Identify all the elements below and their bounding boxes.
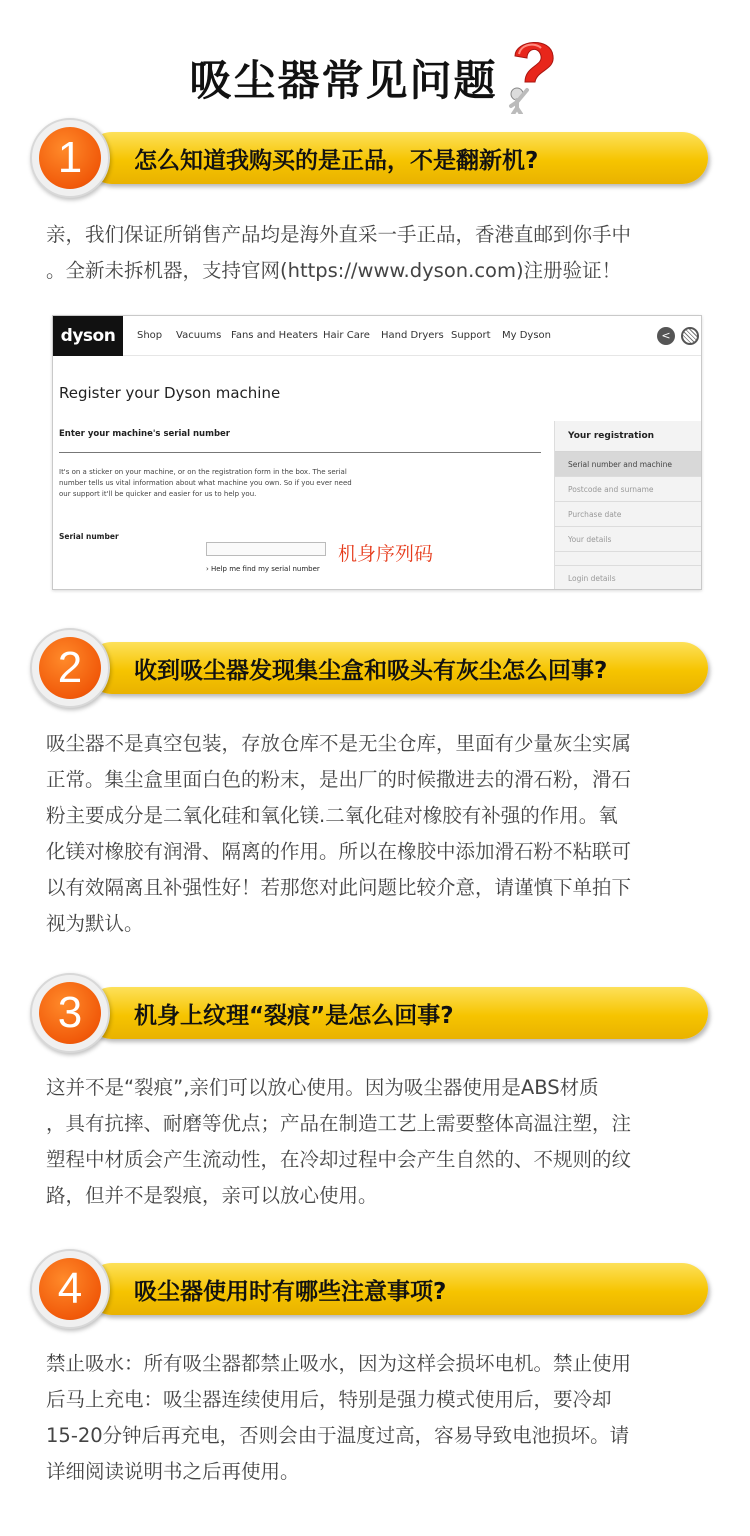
paragraph-line: our support it'll be quicker and easier for us to help you.	[59, 490, 257, 498]
share-icon: <	[657, 327, 675, 345]
faq-number-badge	[30, 973, 110, 1053]
answer-line: 亲，我们保证所销售产品均是海外直采一手正品，香港直邮到你手中	[46, 223, 632, 246]
answer-line: 视为默认。	[46, 912, 144, 935]
sidebar-title: Your registration	[555, 421, 702, 452]
sidebar-item: Purchase date	[555, 502, 702, 527]
faq-question: 收到吸尘器发现集尘盒和吸头有灰尘怎么回事?	[134, 658, 608, 684]
paragraph-line: number tells us vital information about what machine you own. So if you ever need	[59, 479, 352, 487]
question-mark-figure-icon	[505, 34, 561, 114]
faq-number: 2	[39, 637, 101, 699]
registration-sidebar	[554, 421, 701, 590]
nav-item: My Dyson	[502, 330, 552, 341]
answer-line: 这并不是“裂痕”,亲们可以放心使用。因为吸尘器使用是ABS材质	[46, 1076, 599, 1099]
answer-line: 详细阅读说明书之后再使用。	[46, 1460, 300, 1483]
paragraph-line: It's on a sticker on your machine, or on the registration form in the box. The serial	[59, 468, 347, 476]
faq-number-badge	[30, 1249, 110, 1329]
serial-annotation: 机身序列码	[338, 543, 434, 565]
faq-header-2	[30, 628, 710, 708]
faq-number-badge	[30, 628, 110, 708]
sidebar-item: Serial number and machine	[555, 452, 702, 477]
page-title: 吸尘器常见问题	[189, 56, 498, 105]
nav-item: Hand Dryers	[381, 330, 444, 341]
faq-answer-2	[46, 726, 710, 942]
nav-item: Support	[451, 330, 491, 341]
help-serial-link: › Help me find my serial number	[206, 565, 320, 573]
nav-item: Vacuums	[176, 330, 222, 341]
answer-line: ，具有抗摔、耐磨等优点；产品在制造工艺上需要整体高温注塑，注	[46, 1112, 632, 1135]
faq-number: 3	[39, 982, 101, 1044]
sidebar-item	[555, 552, 702, 566]
answer-line: 塑程中材质会产生流动性，在冷却过程中会产生自然的、不规则的纹	[46, 1148, 632, 1171]
faq-question: 怎么知道我购买的是正品，不是翻新机?	[134, 148, 539, 174]
answer-line: 。全新未拆机器，支持官网(https://www.dyson.com)注册验证！	[46, 259, 622, 282]
screenshot-paragraph	[59, 467, 369, 500]
faq-answer-1	[46, 217, 710, 289]
faq-header-4	[30, 1249, 710, 1329]
answer-line: 以有效隔离且补强性好！若那您对此问题比较介意，请谨慎下单拍下	[46, 876, 632, 899]
globe-icon	[681, 327, 699, 345]
faq-answer-3	[46, 1070, 710, 1214]
faq-question: 机身上纹理“裂痕”是怎么回事?	[134, 1003, 454, 1029]
serial-number-label: Serial number	[59, 532, 119, 541]
screenshot-heading: Register your Dyson machine	[59, 384, 281, 402]
dyson-logo: dyson	[53, 316, 123, 356]
sidebar-item: Login details	[555, 566, 702, 590]
divider	[59, 452, 541, 453]
faq-number: 4	[39, 1258, 101, 1320]
faq-answer-4	[46, 1346, 710, 1490]
answer-line: 化镁对橡胶有润滑、隔离的作用。所以在橡胶中添加滑石粉不粘联可	[46, 840, 632, 863]
nav-item: Hair Care	[323, 330, 370, 341]
faq-number-badge	[30, 118, 110, 198]
faq-header-3	[30, 973, 710, 1053]
sidebar-item: Your details	[555, 527, 702, 552]
dyson-registration-screenshot	[52, 315, 702, 590]
page-header	[0, 38, 750, 118]
answer-line: 15-20分钟后再充电，否则会由于温度过高，容易导致电池损坏。请	[46, 1424, 630, 1447]
faq-header-1	[30, 118, 710, 198]
answer-line: 正常。集尘盒里面白色的粉末，是出厂的时候撒进去的滑石粉，滑石	[46, 768, 632, 791]
screenshot-navbar	[53, 316, 701, 356]
sidebar-item: Postcode and surname	[555, 477, 702, 502]
answer-line: 禁止吸水：所有吸尘器都禁止吸水，因为这样会损坏电机。禁止使用	[46, 1352, 632, 1375]
answer-line: 后马上充电：吸尘器连续使用后，特别是强力模式使用后，要冷却	[46, 1388, 612, 1411]
screenshot-subheading: Enter your machine's serial number	[59, 429, 230, 439]
nav-item: Shop	[137, 330, 163, 341]
serial-number-input	[206, 542, 326, 556]
faq-number: 1	[39, 127, 101, 189]
faq-question: 吸尘器使用时有哪些注意事项?	[134, 1279, 447, 1305]
answer-line: 吸尘器不是真空包装，存放仓库不是无尘仓库，里面有少量灰尘实属	[46, 732, 632, 755]
answer-line: 粉主要成分是二氧化硅和氧化镁.二氧化硅对橡胶有补强的作用。氧	[46, 804, 618, 827]
nav-item: Fans and Heaters	[231, 330, 318, 341]
answer-line: 路，但并不是裂痕，亲可以放心使用。	[46, 1184, 378, 1207]
